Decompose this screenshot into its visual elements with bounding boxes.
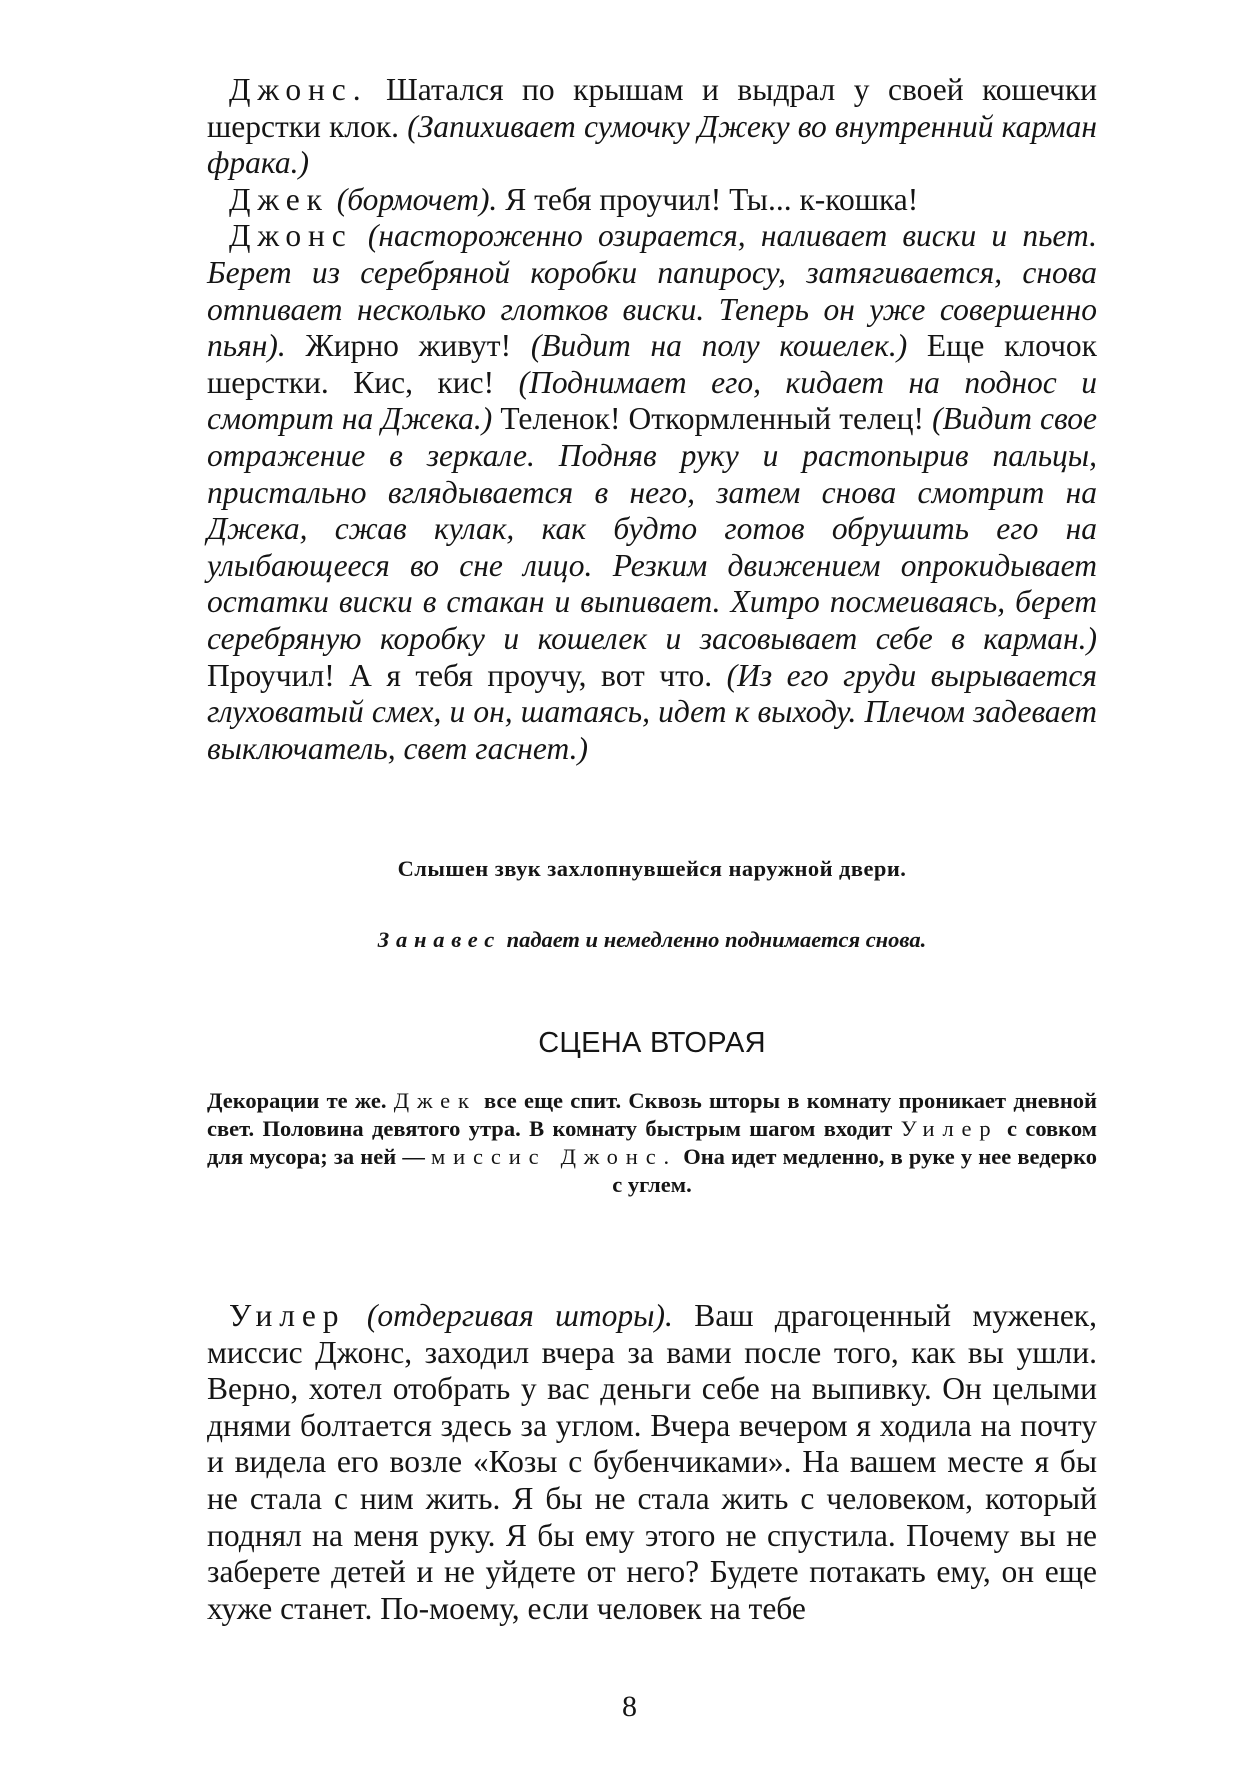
speaker-name: Джонс bbox=[229, 218, 353, 254]
paragraph-wheeler bbox=[207, 1298, 1097, 1627]
dialogue-block-2 bbox=[207, 1298, 1097, 1627]
curtain-rest: падает и немедленно поднимается снова. bbox=[500, 927, 927, 952]
setting-text: Декорации те же. bbox=[207, 1088, 394, 1113]
speech-text: Теленок! Откормленный телец! bbox=[492, 401, 933, 437]
page-number: 8 bbox=[622, 1690, 637, 1723]
stage-direction: (Из его груди вырывается глуховатый смех, и он, шатаясь, идет к выходу. Плечом задевает выключатель, свет гаснет.) bbox=[207, 657, 1097, 766]
stage-direction: (Видит свое отражение в зеркале. Подняв руку и растопырив пальцы, пристально вглядывается в него, затем снова смотрит на Джека, сжав кулак, как будто готов обрушить его на улыбающееся во сне лицо. Резким движением опрокидывает остатки виски в стакан и выпивает. Хитро посмеиваясь, берет серебряную коробку и кошелек и засовывает себе в карман.) bbox=[207, 401, 1098, 656]
speech-text: Ваш драгоценный муженек, миссис Джонс, заходил вчера за вами после того, как вы ушли. Верно, хотел отобрать у вас деньги себе на выпивку. Он целыми днями болтается здесь за углом. Вчера вечером я ходила на почту и видела его возле «Козы с бубенчиками». На вашем месте я бы не стала с ним жить. Я бы не стала жить с человеком, который поднял на меня руку. Я бы ему этого не спустила. Почему вы не заберете детей и не уйдете от него? Будете потакать ему, он еще хуже станет. По-моему, если человек на тебе bbox=[207, 1298, 1097, 1626]
paragraph-jack bbox=[207, 182, 1097, 219]
speech-text: Проучил! А я тебя проучу, вот что. bbox=[207, 657, 727, 693]
stage-direction: (Запихивает сумочку Джеку во внутренний карман фрака.) bbox=[207, 108, 1097, 181]
stage-direction: (Поднимает его, кидает на поднос и смотрит на Джека.) bbox=[207, 364, 1097, 437]
setting-character: Джек bbox=[393, 1088, 477, 1113]
speech-text: Шатался по крышам и выдрал у своей кошечки шерстки клок. bbox=[207, 72, 1097, 144]
paragraph-jones-1 bbox=[207, 72, 1097, 182]
stage-direction: (Видит на полу кошелек.) bbox=[530, 328, 908, 364]
scene-title: СЦЕНА ВТОРАЯ bbox=[538, 1027, 766, 1059]
speech-text: Я тебя проучил! Ты... к-кошка! bbox=[497, 181, 919, 217]
curtain-word: Занавес bbox=[377, 927, 501, 952]
setting-character: миссис Джонс. bbox=[431, 1144, 678, 1169]
curtain-note bbox=[207, 927, 1097, 953]
paragraph-jones-2 bbox=[207, 218, 1097, 767]
stage-direction: (настороженно озирается, наливает виски и пьет. Берет из серебряной коробки папиросу, затягивается, снова отпивает несколько глотков виски. Теперь он уже совершенно пьян). bbox=[207, 218, 1097, 364]
scene-setting bbox=[207, 1087, 1097, 1199]
speech-text: Жирно живут! bbox=[285, 328, 531, 364]
speaker-name: Уилер bbox=[229, 1298, 346, 1333]
speaker-name: Джонс. bbox=[229, 72, 368, 107]
speaker-name: Джек bbox=[229, 181, 329, 217]
setting-text: с совком для мусора; за ней — bbox=[207, 1116, 1097, 1169]
stage-direction: (бормочет). bbox=[328, 181, 498, 217]
setting-text: все еще спит. Сквозь шторы в комнату проникает дневной свет. Половина девятого утра. В комнату быстрым шагом входит bbox=[207, 1088, 1098, 1141]
setting-text: Она идет медленно, в руке у нее ведерко с углем. bbox=[612, 1144, 1097, 1197]
speech-text: Еще клочок шерстки. Кис, кис! bbox=[207, 328, 1097, 400]
stage-note: Слышен звук захлопнувшейся наружной двери. bbox=[397, 856, 907, 881]
dialogue-block-1 bbox=[207, 72, 1097, 767]
setting-character: Уилер bbox=[900, 1116, 999, 1141]
stage-direction: (отдергивая шторы). bbox=[345, 1298, 673, 1333]
